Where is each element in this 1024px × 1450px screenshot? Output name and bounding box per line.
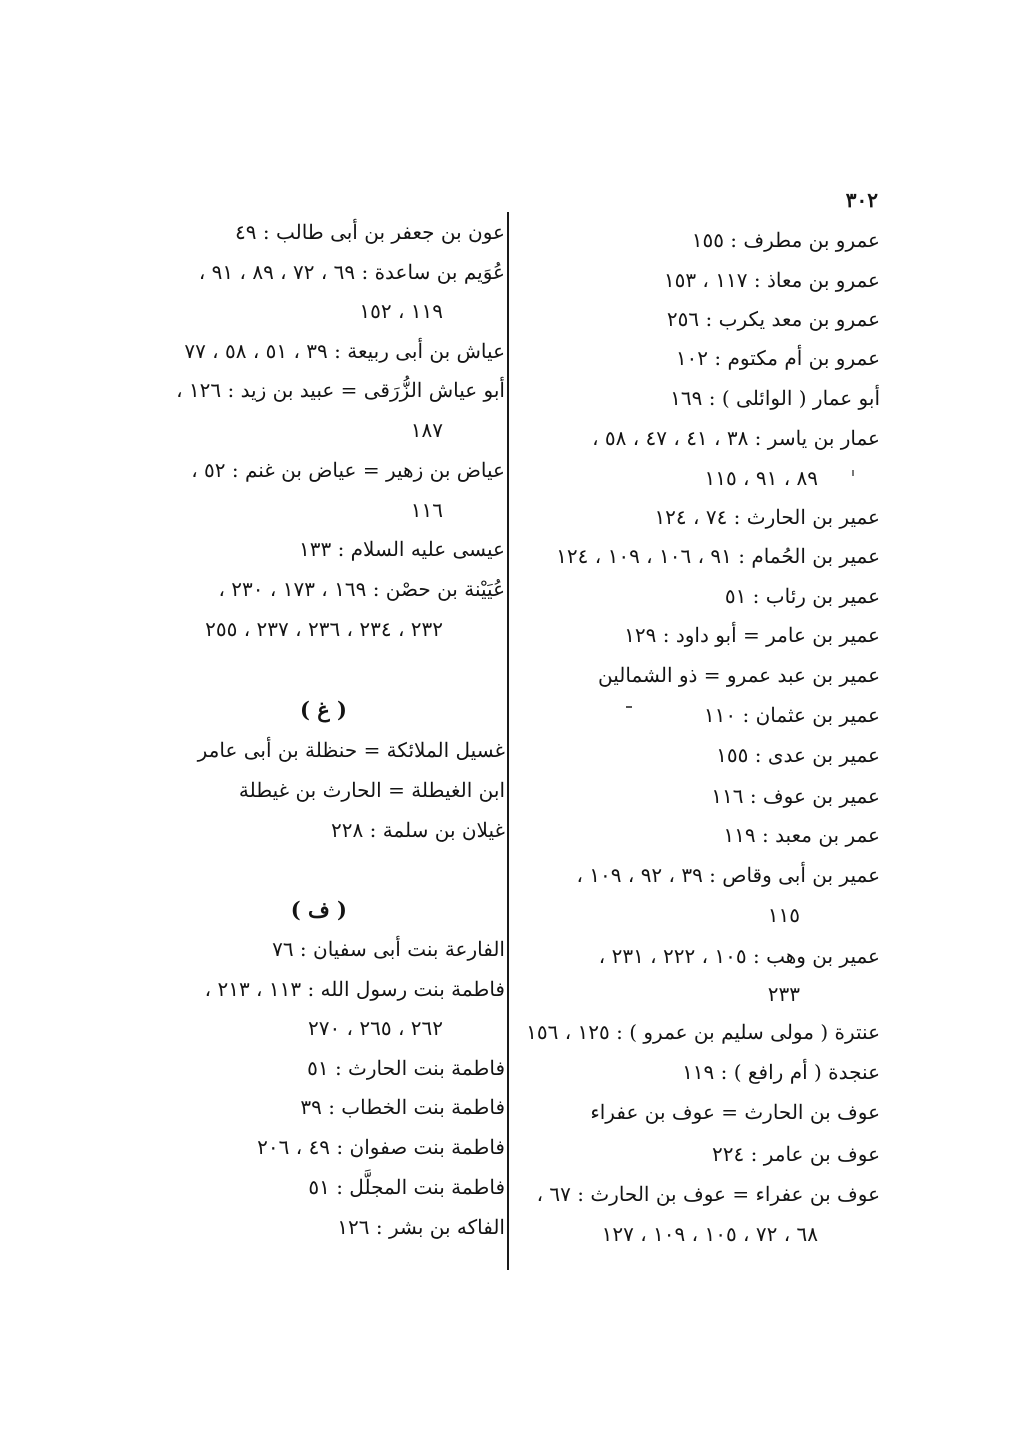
index-entry: عوف بن عامر : ٢٢٤	[712, 1142, 880, 1166]
index-entry: عمار بن ياسر : ٣٨ ، ٤١ ، ٤٧ ، ٥٨ ،	[592, 426, 880, 450]
index-entry: عمير بن عوف : ١١٦	[711, 784, 880, 808]
index-entry: عمير بن عثمان : ١١٠	[703, 703, 880, 727]
index-entry: غيلان بن سلمة : ٢٢٨	[331, 818, 505, 842]
index-entry-continuation: ٢٣٣	[767, 982, 800, 1006]
index-entry: عمير بن الحُمام : ٩١ ، ١٠٦ ، ١٠٩ ، ١٢٤	[556, 544, 880, 568]
index-entry: عُوَيم بن ساعدة : ٦٩ ، ٧٢ ، ٨٩ ، ٩١ ،	[198, 260, 505, 284]
index-entry: عمير بن عدى : ١٥٥	[716, 743, 880, 767]
index-entry: عيسى عليه السلام : ١٣٣	[298, 537, 505, 561]
index-entry: عمرو بن معد يكرب : ٢٥٦	[666, 307, 880, 331]
index-entry: عمرو بن أم مكتوم : ١٠٢	[675, 346, 880, 370]
index-entry: الفارعة بنت أبى سفيان : ٧٦	[272, 937, 505, 961]
index-entry: عمر بن معبد : ١١٩	[723, 823, 880, 847]
index-entry: ابن الغيطلة = الحارث بن غيطلة	[238, 778, 505, 802]
index-entry-continuation: ١١٥	[767, 903, 800, 927]
section-heading-ghain: ( غ )	[299, 697, 347, 722]
index-entry: عمير بن رئاب : ٥١	[724, 584, 880, 608]
section-heading-fa: ( ف )	[290, 897, 347, 922]
index-entry: عون بن جعفر بن أبى طالب : ٤٩	[235, 220, 505, 244]
index-entry: فاطمة بنت صفوان : ٤٩ ، ٢٠٦	[257, 1135, 505, 1159]
index-entry: فاطمة بنت المجلَّل : ٥١	[308, 1175, 505, 1199]
index-entry: عمير بن أبى وقاص : ٣٩ ، ٩٢ ، ١٠٩ ،	[576, 863, 880, 887]
index-entry: فاطمة بنت رسول الله : ١١٣ ، ٢١٣ ،	[204, 977, 505, 1001]
index-entry: عوف بن الحارث = عوف بن عفراء	[590, 1100, 880, 1124]
index-entry: عياش بن أبى ربيعة : ٣٩ ، ٥١ ، ٥٨ ، ٧٧	[184, 339, 505, 363]
index-entry: أبو عياش الزُّرَقى = عبيد بن زيد : ١٢٦ ،	[176, 378, 505, 402]
index-entry-continuation: ٦٨ ، ٧٢ ، ١٠٥ ، ١٠٩ ، ١٢٧	[601, 1222, 818, 1246]
index-entry: عُيَيْنة بن حصْن : ١٦٩ ، ١٧٣ ، ٢٣٠ ،	[218, 577, 505, 601]
index-entry: فاطمة بنت الحارث : ٥١	[307, 1056, 505, 1080]
page-number: ٣٠٢	[845, 188, 878, 212]
index-entry: عمرو بن مطرف : ١٥٥	[691, 228, 880, 252]
index-entry-continuation: ١١٩ ، ١٥٢	[359, 299, 443, 323]
index-entry: عياض بن زهير = عياض بن غنم : ٥٢ ،	[191, 458, 505, 482]
index-entry: عمير بن الحارث : ٧٤ ، ١٢٤	[654, 505, 880, 529]
index-entry-continuation: ١٨٧	[410, 418, 443, 442]
index-entry: عمير بن وهب : ١٠٥ ، ٢٢٢ ، ٢٣١ ،	[598, 944, 880, 968]
index-entry: غسيل الملائكة = حنظلة بن أبى عامر	[197, 738, 505, 762]
index-entry: عنترة ( مولى سليم بن عمرو ) : ١٢٥ ، ١٥٦	[526, 1020, 880, 1044]
index-entry-continuation: ٨٩ ، ٩١ ، ١١٥	[704, 466, 818, 490]
index-entry: فاطمة بنت الخطاب : ٣٩	[300, 1095, 505, 1119]
index-entry: عمرو بن معاذ : ١١٧ ، ١٥٣	[663, 268, 880, 292]
index-entry: عنجدة ( أم رافع ) : ١١٩	[682, 1060, 880, 1084]
index-entry: الفاكه بن بشر : ١٢٦	[337, 1215, 505, 1239]
index-entry: عوف بن عفراء = عوف بن الحارث : ٦٧ ،	[536, 1182, 880, 1206]
index-entry: أبو عمار ( الوائلى ) : ١٦٩	[670, 386, 880, 410]
index-entry: عمير بن عبد عمرو = ذو الشمالين	[598, 663, 880, 687]
index-entry-continuation: ٢٣٢ ، ٢٣٤ ، ٢٣٦ ، ٢٣٧ ، ٢٥٥	[205, 617, 443, 641]
index-entry-continuation: ١١٦	[410, 498, 443, 522]
index-entry: عمير بن عامر = أبو داود : ١٢٩	[624, 623, 880, 647]
column-divider	[507, 212, 509, 1270]
index-entry-continuation: ٢٦٢ ، ٢٦٥ ، ٢٧٠	[307, 1016, 443, 1040]
